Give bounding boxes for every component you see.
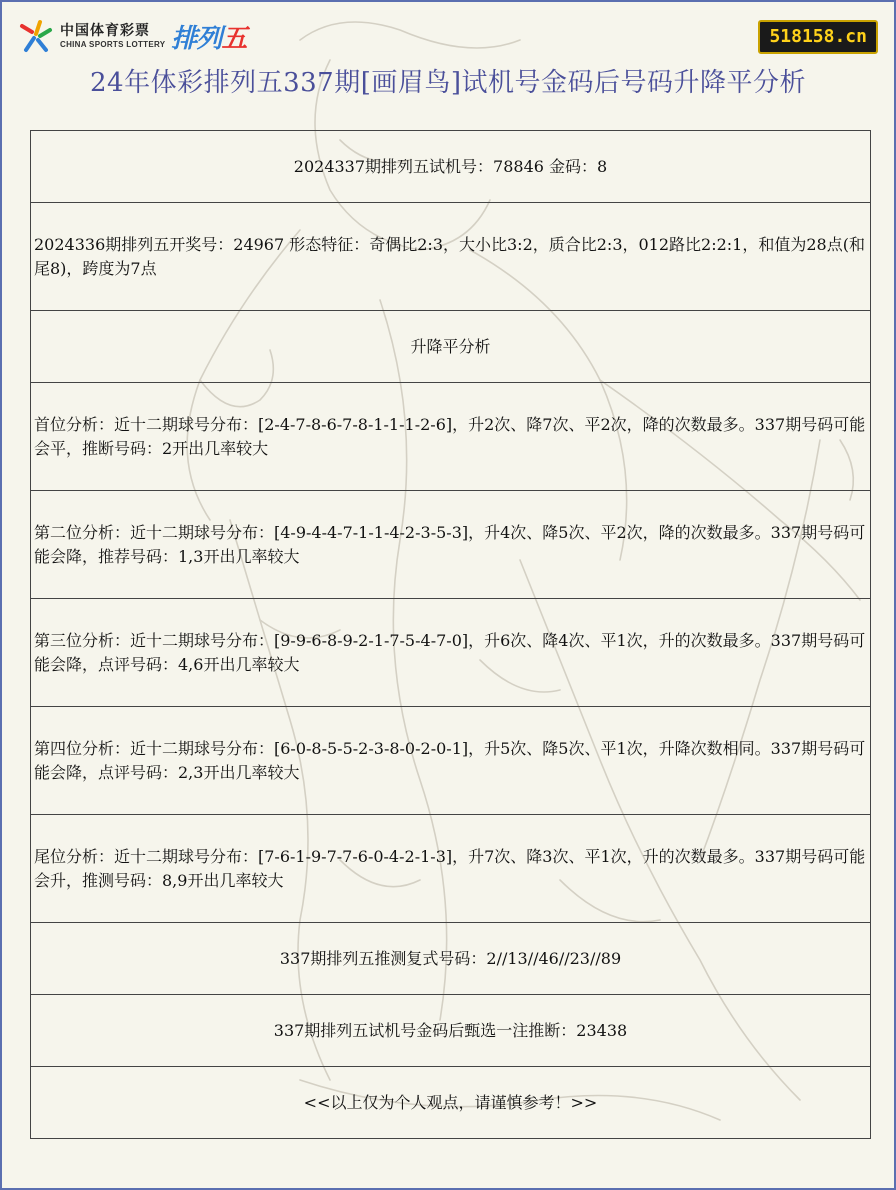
table-row bbox=[31, 1067, 871, 1139]
previous-draw-cell: 2024336期排列五开奖号：24967 形态特征：奇偶比2:3，大小比3:2，质合比2:3，012路比2:2:1，和值为28点(和尾8)，跨度为7点 bbox=[31, 203, 871, 311]
game-name-part-a: 排列 bbox=[171, 23, 222, 54]
logo-chinese-name: 中国体育彩票 bbox=[60, 22, 150, 39]
table-row bbox=[31, 131, 871, 203]
site-url-badge[interactable]: 518158.cn bbox=[758, 20, 878, 54]
table-row bbox=[31, 599, 871, 707]
analysis-table bbox=[30, 130, 871, 1139]
third-position-analysis-cell: 第三位分析：近十二期球号分布：[9-9-6-8-9-2-1-7-5-4-7-0]，升6次、降4次、平1次，升的次数最多。337期号码可能会降，点评号码：4,6开出几率较大 bbox=[31, 599, 871, 707]
second-position-analysis-cell: 第二位分析：近十二期球号分布：[4-9-4-4-7-1-1-4-2-3-5-3]，升4次、降5次、平2次，降的次数最多。337期号码可能会降，推荐号码：1,3开出几率较大 bbox=[31, 491, 871, 599]
table-row bbox=[31, 995, 871, 1067]
section-heading-cell: 升降平分析 bbox=[31, 311, 871, 383]
table-row bbox=[31, 311, 871, 383]
test-number-cell: 2024337期排列五试机号：78846 金码：8 bbox=[31, 131, 871, 203]
table-row bbox=[31, 203, 871, 311]
table-row bbox=[31, 383, 871, 491]
disclaimer-cell: <<以上仅为个人观点，请谨慎参考！>> bbox=[31, 1067, 871, 1139]
lottery-logo-icon bbox=[18, 18, 54, 54]
table-row bbox=[31, 923, 871, 995]
table-row bbox=[31, 815, 871, 923]
table-row bbox=[31, 491, 871, 599]
china-sports-lottery-logo[interactable] bbox=[18, 16, 246, 56]
selected-ticket-cell: 337期排列五试机号金码后甄选一注推断：23438 bbox=[31, 995, 871, 1067]
page-title: 24年体彩排列五337期[画眉鸟]试机号金码后号码升降平分析 bbox=[90, 68, 806, 98]
last-position-analysis-cell: 尾位分析：近十二期球号分布：[7-6-1-9-7-7-6-0-4-2-1-3]，升7次、降3次、平1次，升的次数最多。337期号码可能会升，推测号码：8,9开出几率较大 bbox=[31, 815, 871, 923]
logo-english-name: CHINA SPORTS LOTTERY bbox=[60, 39, 166, 49]
logo-text bbox=[60, 24, 165, 49]
game-name-logo bbox=[171, 18, 246, 55]
first-position-analysis-cell: 首位分析：近十二期球号分布：[2-4-7-8-6-7-8-1-1-1-2-6]，升2次、降7次、平2次，降的次数最多。337期号码可能会平，推断号码：2开出几率较大 bbox=[31, 383, 871, 491]
game-name-part-b: 五 bbox=[221, 23, 247, 54]
table-row bbox=[31, 707, 871, 815]
fourth-position-analysis-cell: 第四位分析：近十二期球号分布：[6-0-8-5-5-2-3-8-0-2-0-1]，升5次、降5次、平1次，升降次数相同。337期号码可能会降，点评号码：2,3开出几率较大 bbox=[31, 707, 871, 815]
header bbox=[0, 0, 896, 60]
compound-numbers-cell: 337期排列五推测复式号码：2//13//46//23//89 bbox=[31, 923, 871, 995]
